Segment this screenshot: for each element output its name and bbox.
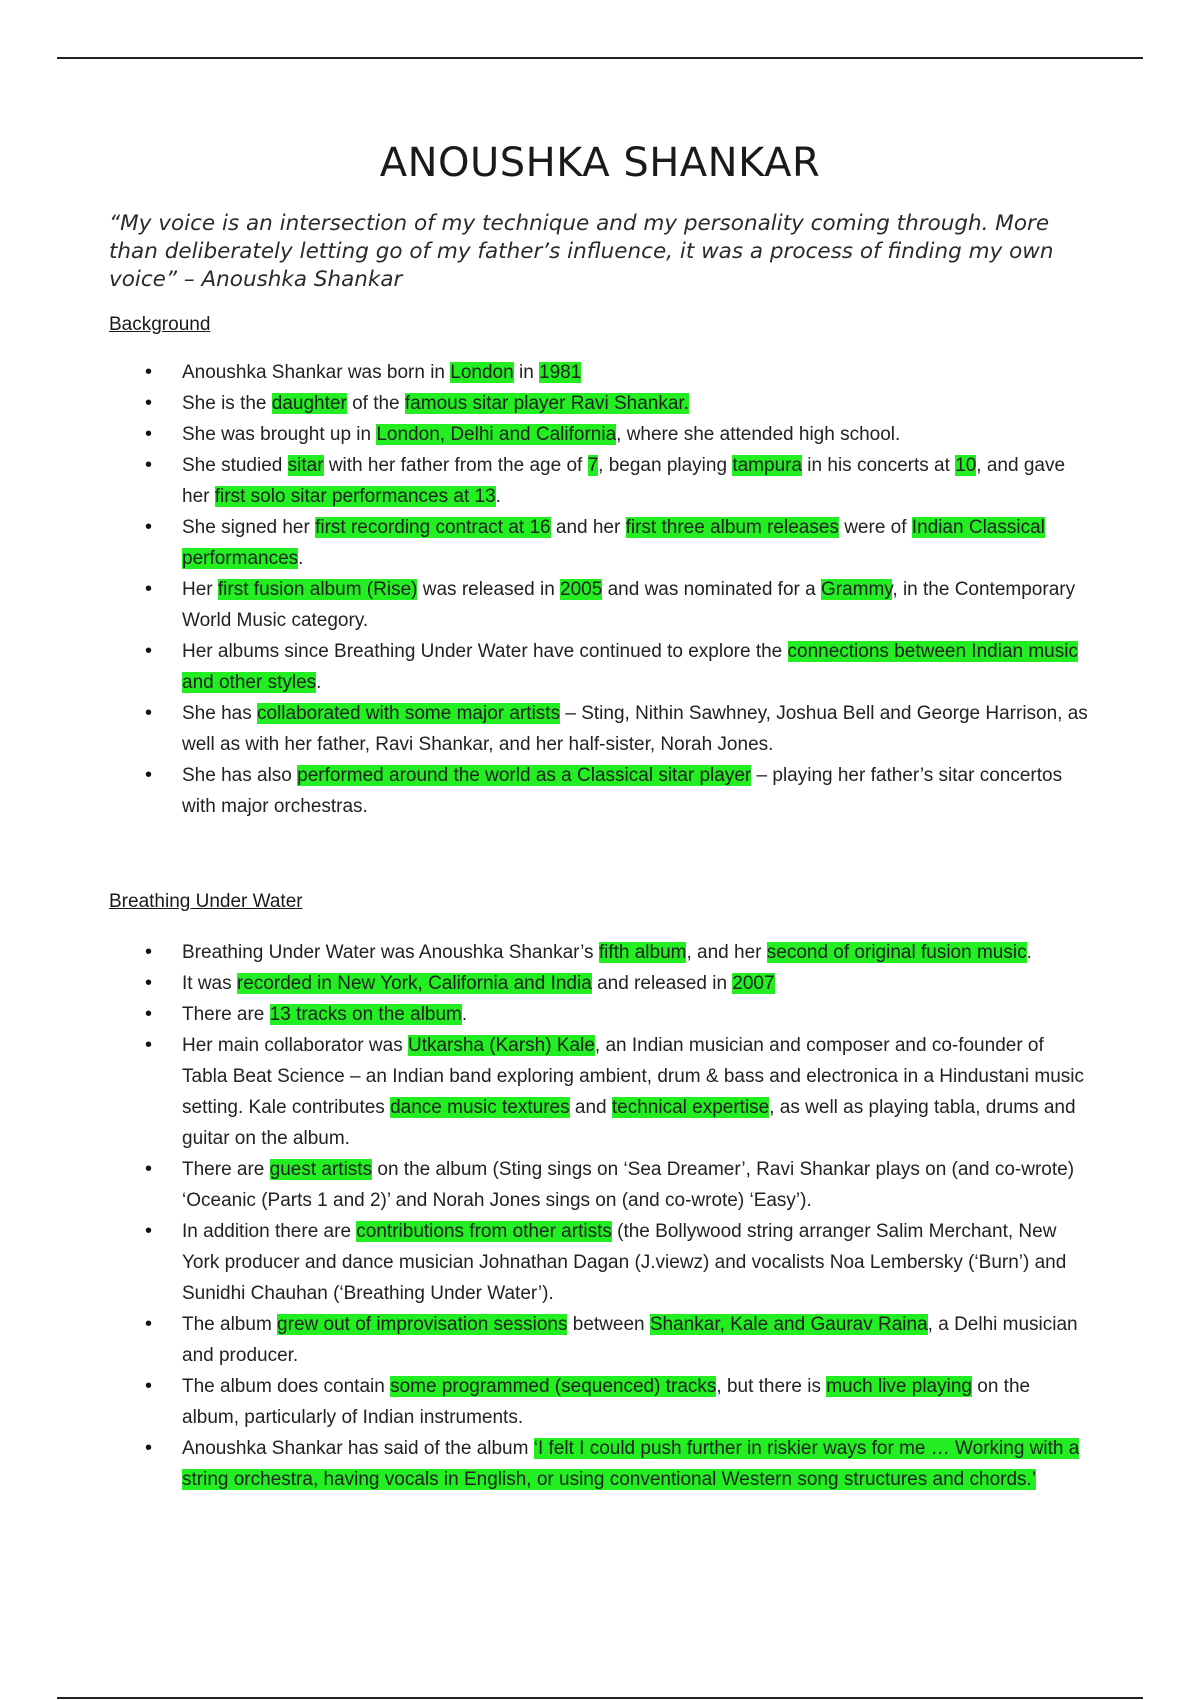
- item-text: Breathing Under Water was Anoushka Shankar’s: [182, 942, 599, 963]
- highlighted-text: tampura: [732, 455, 803, 476]
- highlighted-text: guest artists: [269, 1159, 373, 1180]
- item-text: , an Indian musician and composer and co-founder of Tabla Beat Science – an Indian band exploring ambient, drum & bass and electronica in a Hindustani music setting. Kale contributes: [182, 1035, 1084, 1118]
- item-text: It was: [182, 973, 237, 994]
- list-item: [182, 698, 1092, 760]
- item-text: and released in: [591, 973, 733, 994]
- highlighted-text: technical expertise: [611, 1097, 770, 1118]
- highlighted-text: 10: [955, 455, 977, 476]
- highlighted-text: 1981: [539, 362, 582, 383]
- item-text: with her father from the age of: [323, 455, 588, 476]
- list-item: [182, 450, 1092, 512]
- item-text: The album: [182, 1314, 278, 1335]
- item-text: , but there is: [716, 1376, 827, 1397]
- item-text: .: [316, 672, 322, 693]
- item-text: .: [1026, 942, 1032, 963]
- item-text: .: [461, 1004, 468, 1025]
- list-item: [182, 636, 1092, 698]
- item-text: .: [298, 548, 304, 569]
- bottom-rule: [57, 1697, 1143, 1699]
- highlighted-text: first fusion album (Rise): [217, 579, 418, 600]
- top-rule: [57, 57, 1143, 59]
- item-text: She has also: [182, 765, 298, 786]
- item-text: She studied: [182, 455, 288, 476]
- highlighted-text: connections between Indian music and other styles: [182, 641, 1078, 693]
- item-text: There are: [182, 1004, 270, 1025]
- item-text: She signed her: [182, 517, 316, 538]
- list-item: [182, 999, 1092, 1030]
- highlighted-text: second of original fusion music: [766, 942, 1027, 963]
- item-text: , and her: [686, 942, 767, 963]
- list-item: [182, 968, 1092, 999]
- item-text: Anoushka Shankar was born in: [182, 362, 451, 383]
- list-item: [182, 388, 1092, 419]
- item-text: The album does contain: [182, 1376, 391, 1397]
- background-list: [182, 357, 1092, 822]
- item-text: She was brought up in: [182, 424, 377, 445]
- breathing-under-water-list: [182, 937, 1092, 1495]
- item-text: , as well as playing tabla, drums and guitar on the album.: [182, 1097, 1076, 1149]
- highlighted-text: first solo sitar performances at 13: [214, 486, 496, 507]
- highlighted-text: recorded in New York, California and India: [236, 973, 592, 994]
- highlighted-text: first recording contract at 16: [315, 517, 551, 538]
- list-item: [182, 1371, 1092, 1433]
- list-item: [182, 1030, 1092, 1154]
- item-text: Her albums since Breathing Under Water have continued to explore the: [182, 641, 788, 662]
- list-item: [182, 1433, 1092, 1495]
- highlighted-text: much live playing: [826, 1376, 972, 1397]
- list-item: [182, 760, 1092, 822]
- list-item: [182, 1154, 1092, 1216]
- highlighted-text: Shankar, Kale and Gaurav Raina: [649, 1314, 928, 1335]
- highlighted-text: London: [450, 362, 514, 383]
- item-text: on the album (Sting sings on ‘Sea Dreamer’, Ravi Shankar plays on (and co-wrote) ‘Oceanic (Parts 1 and 2)’ and Norah Jones sings on (and co-wrote) ‘Easy’).: [182, 1159, 1075, 1211]
- list-item: [182, 512, 1092, 574]
- item-text: In addition there are: [182, 1221, 357, 1242]
- item-text: in his concerts at: [802, 455, 956, 476]
- highlighted-text: fifth album: [598, 942, 687, 963]
- item-text: , began playing: [598, 455, 733, 476]
- item-text: , and gave her: [182, 455, 1066, 507]
- item-text: .: [495, 486, 501, 507]
- item-text: She has: [182, 703, 257, 724]
- highlighted-text: Indian Classical performances: [182, 517, 1045, 569]
- section-heading-background: Background: [109, 314, 211, 335]
- item-text: There are: [182, 1159, 270, 1180]
- list-item: [182, 419, 1092, 450]
- item-text: was released in: [417, 579, 561, 600]
- item-text: of the: [346, 393, 405, 414]
- highlighted-text: contributions from other artists: [356, 1221, 612, 1242]
- item-text: Anoushka Shankar has said of the album: [182, 1438, 534, 1459]
- highlighted-text: London, Delhi and California: [376, 424, 617, 445]
- highlighted-text: famous sitar player Ravi Shankar.: [404, 393, 689, 414]
- highlighted-text: dance music textures: [390, 1097, 570, 1118]
- highlighted-text: first three album releases: [625, 517, 839, 538]
- item-text: in: [513, 362, 540, 383]
- list-item: [182, 937, 1092, 968]
- item-text: , a Delhi musician and producer.: [182, 1314, 1078, 1366]
- highlighted-text: 2005: [560, 579, 603, 600]
- item-text: and was nominated for a: [602, 579, 821, 600]
- section-heading-breathing-under-water: Breathing Under Water: [109, 891, 303, 912]
- highlighted-text: ‘I felt I could push further in riskier ways for me … Working with a string orchestra, having vocals in English, or using conventional Western song structures and chords.’: [182, 1438, 1080, 1490]
- item-text: were of: [838, 517, 912, 538]
- item-text: – Sting, Nithin Sawhney, Joshua Bell and George Harrison, as well as with her father, Ravi Shankar, and her half-sister, Norah Jones.: [182, 703, 1088, 755]
- highlighted-text: Grammy: [820, 579, 893, 600]
- item-text: – playing her father’s sitar concertos with major orchestras.: [182, 765, 1063, 817]
- item-text: on the album, particularly of Indian instruments.: [182, 1376, 1031, 1428]
- list-item: [182, 1216, 1092, 1309]
- highlighted-text: daughter: [271, 393, 347, 414]
- item-text: and: [569, 1097, 612, 1118]
- item-text: , in the Contemporary World Music category.: [182, 579, 1076, 631]
- highlighted-text: grew out of improvisation sessions: [277, 1314, 568, 1335]
- highlighted-text: performed around the world as a Classical sitar player: [297, 765, 752, 786]
- highlighted-text: 13 tracks on the album: [269, 1004, 462, 1025]
- highlighted-text: some programmed (sequenced) tracks: [390, 1376, 717, 1397]
- item-text: and her: [550, 517, 626, 538]
- highlighted-text: collaborated with some major artists: [257, 703, 561, 724]
- item-text: She is the: [182, 393, 272, 414]
- item-text: between: [567, 1314, 650, 1335]
- item-text: Her main collaborator was: [182, 1035, 408, 1056]
- highlighted-text: sitar: [287, 455, 324, 476]
- highlighted-text: Utkarsha (Karsh) Kale: [407, 1035, 595, 1056]
- item-text: Her: [182, 579, 218, 600]
- list-item: [182, 1309, 1092, 1371]
- list-item: [182, 357, 1092, 388]
- list-item: [182, 574, 1092, 636]
- highlighted-text: 2007: [732, 973, 775, 994]
- item-text: , where she attended high school.: [616, 424, 901, 445]
- highlighted-text: 7: [587, 455, 599, 476]
- item-text: (the Bollywood string arranger Salim Merchant, New York producer and dance musician Johnathan Dagan (J.viewz) and vocalists Noa Lembersky (‘Burn’) and Sunidhi Chauhan (‘Breathing Under Water’).: [182, 1221, 1067, 1304]
- document-title: ANOUSHKA SHANKAR: [379, 140, 821, 186]
- intro-quote: “My voice is an intersection of my technique and my personality coming through. More than deliberately letting go of my father’s influence, it was a process of finding my own voice” – Anoushka Shankar: [109, 211, 1054, 292]
